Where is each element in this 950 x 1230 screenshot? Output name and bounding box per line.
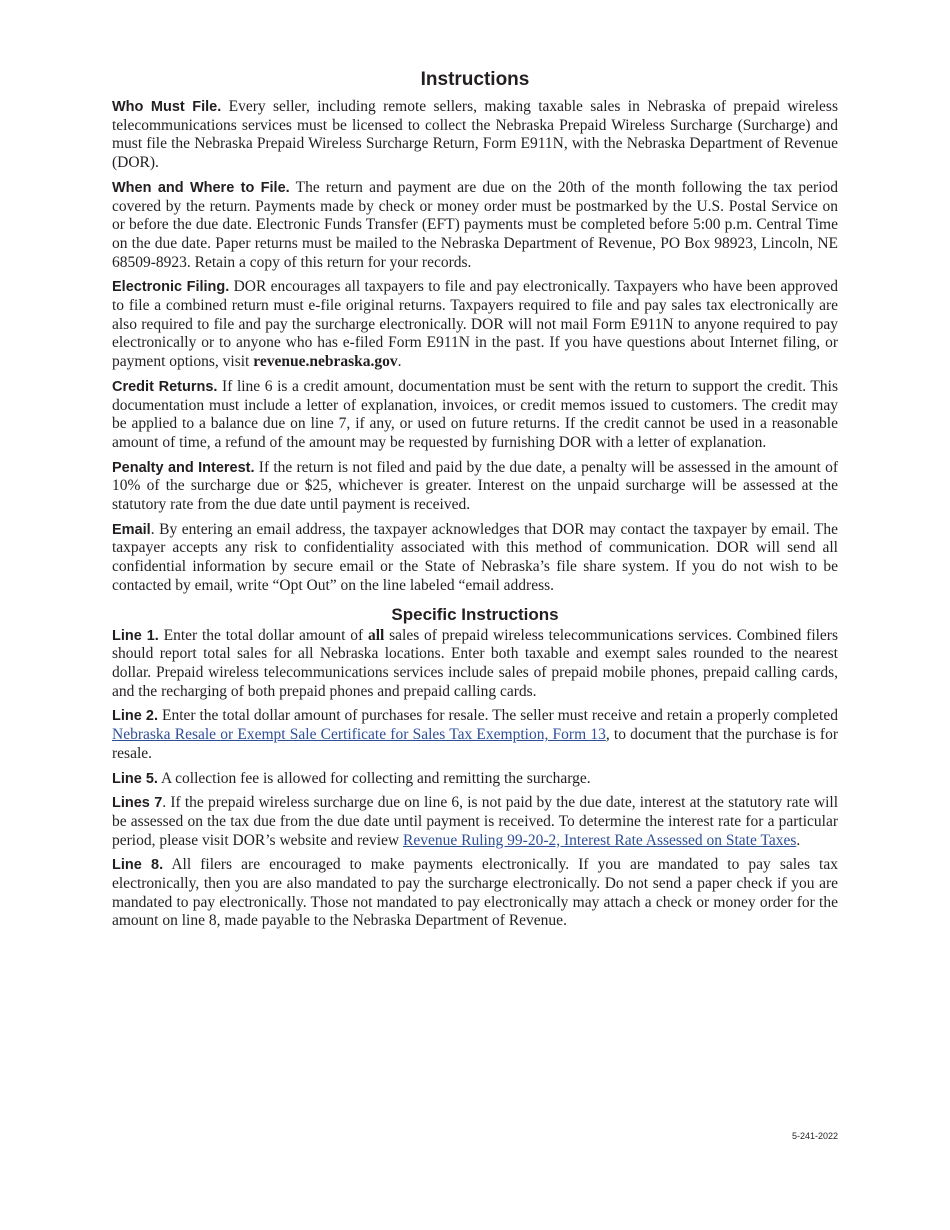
line-7-text-b: .	[796, 831, 801, 849]
when-where-text: The return and payment are due on the 20th of the month following the tax period covered by the return. Payments made by check or money order must be postmarked by the U.S. Postal Service on or before the due date. Electronic Funds Transfer (EFT) payments must be completed before 5:00 p.m. Central Time on the due date. Paper returns must be mailed to the Nebraska Department of Revenue, PO Box 98923, Lincoln, NE 68509-8923. Retain a copy of this return for your records.	[112, 178, 839, 271]
credit-returns-heading: Credit Returns.	[112, 378, 218, 395]
credit-returns-paragraph	[112, 378, 838, 453]
line-2-text-b: , to document that the purchase is for resale.	[112, 726, 838, 762]
when-where-paragraph	[112, 179, 838, 273]
email-paragraph	[112, 521, 838, 596]
form-13-link[interactable]: Nebraska Resale or Exempt Sale Certificate for Sales Tax Exemption, Form 13	[112, 726, 606, 744]
line-7-text-a: . If the prepaid wireless surcharge due on line 6, is not paid by the due date, interest at the statutory rate will be assessed on the tax due from the due date until payment is received. To determine the interest rate for a particular period, please visit DOR’s website and review	[112, 794, 839, 849]
line-8-paragraph	[112, 856, 838, 931]
line-1-text-a: Enter the total dollar amount of	[158, 626, 368, 644]
who-must-file-paragraph	[112, 98, 838, 173]
line-5-text: A collection fee is allowed for collecting and remitting the surcharge.	[157, 769, 591, 787]
email-heading: Email	[112, 521, 151, 538]
specific-instructions-title: Specific Instructions	[391, 604, 559, 624]
line-1-text-b: sales of prepaid wireless telecommunications services. Combined filers should report total sales for all Nebraska locations. Enter both taxable and exempt sales rounded to the nearest dollar. Prepaid wireless telecommunications services include sales of prepaid mobile phones, prepaid calling cards, and the recharging of both prepaid phones and prepaid calling cards.	[112, 626, 838, 700]
page-title: Instructions	[420, 69, 530, 90]
penalty-interest-paragraph	[112, 459, 838, 515]
electronic-filing-end: .	[397, 353, 402, 371]
line-7-paragraph	[112, 794, 838, 850]
line-8-heading: Line 8.	[112, 857, 164, 874]
electronic-filing-text: DOR encourages all taxpayers to file and pay electronically. Taxpayers who have been approved to file a combined return must e-file original returns. Taxpayers required to file and pay sales tax electronically are also required to file and pay the surcharge electronically. DOR will not mail Form E911N to anyone required to pay electronically or to anyone who has e-filed Form E911N in the past. If you have questions about Internet filing, or payment options, visit	[112, 278, 838, 371]
line-8-text: All filers are encouraged to make payments electronically. If you are mandated to pay sales tax electronically, then you are also mandated to pay the surcharge electronically. Do not send a paper check if you are mandated to pay electronically. Those not mandated to pay electronically may attach a check or money order for the amount on line 8, made payable to the Nebraska Department of Revenue.	[112, 856, 838, 930]
when-where-heading: When and Where to File.	[112, 179, 290, 196]
line-2-heading: Line 2.	[112, 708, 159, 725]
form-number-footer: 5-241-2022	[791, 1131, 838, 1141]
email-text: . By entering an email address, the taxpayer acknowledges that DOR may contact the taxpayer by email. The taxpayer accepts any risk to confidentiality associated with this method of communication. DOR will send all confidential information by secure email or the State of Nebraska’s file share system. If you do not wish to be contacted by email, write “Opt Out” on the line labeled “email address.	[112, 520, 838, 594]
revenue-ruling-link[interactable]: Revenue Ruling 99-20-2, Interest Rate Assessed on State Taxes	[403, 831, 797, 849]
line-1-paragraph	[112, 627, 838, 702]
credit-returns-text: If line 6 is a credit amount, documentation must be sent with the return to support the credit. This documentation must include a letter of explanation, invoices, or credit memos issued to customers. The credit may be applied to a balance due on line 7, if any, or used on future returns. If the credit cannot be used in a reasonable amount of time, a refund of the amount may be requested by furnishing DOR with a letter of explanation.	[112, 377, 838, 451]
line-1-emphasis: all	[367, 626, 385, 644]
who-must-file-heading: Who Must File.	[112, 99, 222, 115]
electronic-filing-paragraph	[112, 278, 838, 372]
line-1-heading: Line 1.	[112, 627, 159, 644]
line-2-text-a: Enter the total dollar amount of purchases for resale. The seller must receive and retain a properly completed	[158, 707, 838, 725]
instructions-page	[112, 68, 838, 937]
who-must-file-text: Every seller, including remote sellers, making taxable sales in Nebraska of prepaid wireless telecommunications services must be licensed to collect the Nebraska Prepaid Wireless Surcharge (Surcharge) and must file the Nebraska Prepaid Wireless Surcharge Return, Form E911N, with the Nebraska Department of Revenue (DOR).	[112, 98, 839, 172]
penalty-interest-heading: Penalty and Interest.	[112, 459, 255, 476]
penalty-interest-text: If the return is not filed and paid by the due date, a penalty will be assessed in the amount of 10% of the surcharge due or $25, whichever is greater. Interest on the unpaid surcharge will be assessed at the statutory rate from the due date until payment is received.	[112, 458, 839, 514]
electronic-filing-heading: Electronic Filing.	[112, 279, 230, 296]
line-2-paragraph	[112, 707, 838, 763]
website-reference: revenue.nebraska.gov	[253, 353, 398, 371]
line-5-heading: Line 5.	[112, 770, 158, 787]
line-7-heading: Lines 7	[112, 795, 163, 812]
line-5-paragraph	[112, 770, 838, 789]
